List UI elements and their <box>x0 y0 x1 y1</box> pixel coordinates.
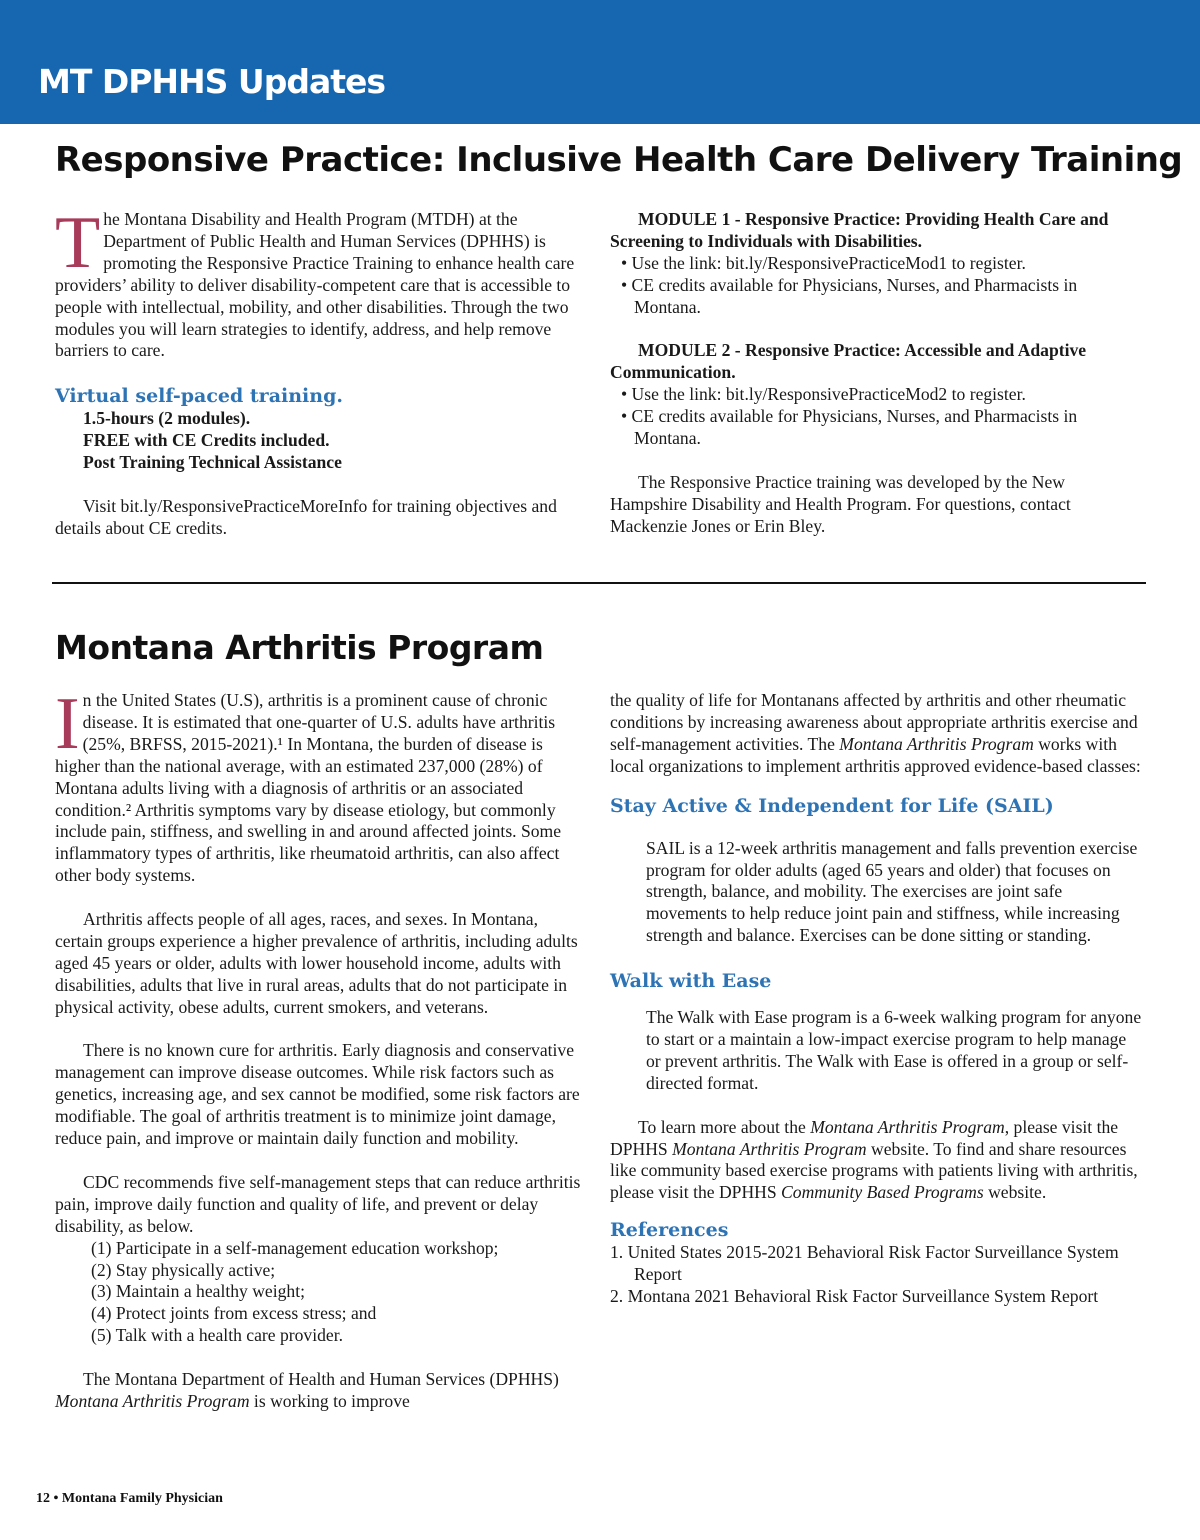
drop-cap: T <box>55 202 101 284</box>
section-title-arthritis-program: Montana Arthritis Program <box>55 628 544 667</box>
self-management-step: (4) Protect joints from excess stress; and <box>91 1303 377 1324</box>
intro-paragraph: The Montana Disability and Health Program (MTDH) at the Department of Public Health and Human Services (DPHHS) is promoting the Responsive Practice Training to enhance health care providers’ ability to deliver disability-competent care that is accessible to people with intellectual, mobility, and other disabilities. Through the two modules you will learn strategies to identify, address, and help remove barriers to care. <box>55 202 575 361</box>
arthritis-right-column <box>610 690 1145 1308</box>
arthritis-left-column <box>55 683 590 1413</box>
banner-title: MT DPHHS Updates <box>38 62 386 101</box>
arthritis-paragraph-1: In the United States (U.S), arthritis is a prominent cause of chronic disease. It is estimated that one-quarter of U.S. adults have arthritis (25%, BRFSS, 2015-2021).¹ In Montana, the burden of disease is higher than the national average, with an estimated 237,000 (28%) of Montana adults living with a diagnosis of arthritis or an associated condition.² Arthritis symptoms vary by disease etiology, but commonly include pain, stiffness, and swelling in and around affected joints. Some inflammatory types of arthritis, like rheumatoid arthritis, can also affect other body systems. <box>55 683 562 886</box>
header-banner <box>0 0 1200 124</box>
reference-item: 1. United States 2015-2021 Behavioral Risk Factor Surveillance System Report <box>610 1242 1119 1285</box>
self-management-step: (2) Stay physically active; <box>91 1259 276 1280</box>
drop-cap: I <box>55 683 80 765</box>
module-2-bullet: • Use the link: bit.ly/ResponsivePracticeMod2 to register. <box>621 384 1026 405</box>
sail-description: SAIL is a 12-week arthritis management and falls prevention exercise program for older adults (aged 65 years and older) that focuses on strength, balance, and mobility. The exercises are joint safe movements to help reduce joint pain and stiffness, while increasing strength and balance. Exercises can be done sitting or standing. <box>646 837 1138 946</box>
self-management-step: (1) Participate in a self-management education workshop; <box>91 1237 499 1258</box>
page-footer: 12 • Montana Family Physician <box>36 1491 223 1506</box>
self-management-step: (5) Talk with a health care provider. <box>91 1325 343 1346</box>
module-1-bullet: • Use the link: bit.ly/ResponsivePracticeMod1 to register. <box>621 252 1026 273</box>
module-2-bullet: • CE credits available for Physicians, Nurses, and Pharmacists in Montana. <box>621 406 1078 449</box>
section-title-responsive-practice: Responsive Practice: Inclusive Health Care Delivery Training <box>55 140 1183 180</box>
module-1-bullet: • CE credits available for Physicians, Nurses, and Pharmacists in Montana. <box>621 274 1078 317</box>
arthritis-paragraph-4: CDC recommends five self-management steps that can reduce arthritis pain, improve daily function and quality of life, and prevent or delay disability, as below. <box>55 1171 581 1236</box>
subhead-sail: Stay Active & Independent for Life (SAIL) <box>610 794 1054 817</box>
arthritis-paragraph-2: Arthritis affects people of all ages, races, and sexes. In Montana, certain groups experience a higher prevalence of arthritis, including adults aged 45 years or older, adults with lower household income, adults with disabilities, adults that live in rural areas, adults that do not participate in physical activity, obese adults, current smokers, and veterans. <box>55 909 578 1017</box>
arthritis-paragraph-6: the quality of life for Montanans affected by arthritis and other rheumatic conditions by increasing awareness about appropriate arthritis exercise and self-management activities. The Montana Arthritis Program works with local organizations to implement arthritis approved evidence-based classes: <box>610 690 1141 776</box>
module-1-title: MODULE 1 - Responsive Practice: Providing Health Care and Screening to Individuals with Disabilities. <box>610 209 1109 251</box>
subhead-references: References <box>610 1219 729 1242</box>
highlight-item: Post Training Technical Assistance <box>83 452 342 473</box>
self-management-step: (3) Maintain a healthy weight; <box>91 1281 305 1302</box>
walk-with-ease-description: The Walk with Ease program is a 6-week walking program for anyone to start or a maintain a low-impact exercise program to help manage or prevent arthritis. The Walk with Ease is offered in a group or self-directed format. <box>646 1007 1142 1093</box>
highlight-item: FREE with CE Credits included. <box>83 430 330 451</box>
arthritis-paragraph-3: There is no known cure for arthritis. Early diagnosis and conservative management can improve disease outcomes. While risk factors such as genetics, increasing age, and sex cannot be modified, some risk factors are modifiable. The goal of arthritis treatment is to minimize joint damage, reduce pain, and improve or maintain daily function and mobility. <box>55 1040 580 1149</box>
highlight-item: 1.5-hours (2 modules). <box>83 408 251 429</box>
module-2-title: MODULE 2 - Responsive Practice: Accessible and Adaptive Communication. <box>610 340 1087 383</box>
arthritis-paragraph-5: The Montana Department of Health and Human Services (DPHHS) Montana Arthritis Program is working to improve <box>55 1369 559 1411</box>
visit-paragraph: Visit bit.ly/ResponsivePracticeMoreInfo for training objectives and details about CE credits. <box>55 495 557 538</box>
closing-paragraph: The Responsive Practice training was developed by the New Hampshire Disability and Health Program. For questions, contact Mackenzie Jones or Erin Bley. <box>610 471 1071 536</box>
learn-more-paragraph: To learn more about the Montana Arthritis Program, please visit the DPHHS Montana Arthritis Program website. To find and share resources like community based exercise programs with patients living with arthritis, please visit the DPHHS Community Based Programs website. <box>610 1116 1138 1203</box>
subhead-walk-with-ease: Walk with Ease <box>610 970 772 993</box>
subhead-virtual-training: Virtual self-paced training. <box>55 385 343 408</box>
reference-item: 2. Montana 2021 Behavioral Risk Factor Surveillance System Report <box>610 1286 1099 1307</box>
section-divider <box>52 582 1146 584</box>
responsive-practice-left-column <box>55 202 590 540</box>
responsive-practice-right-column <box>610 209 1145 538</box>
